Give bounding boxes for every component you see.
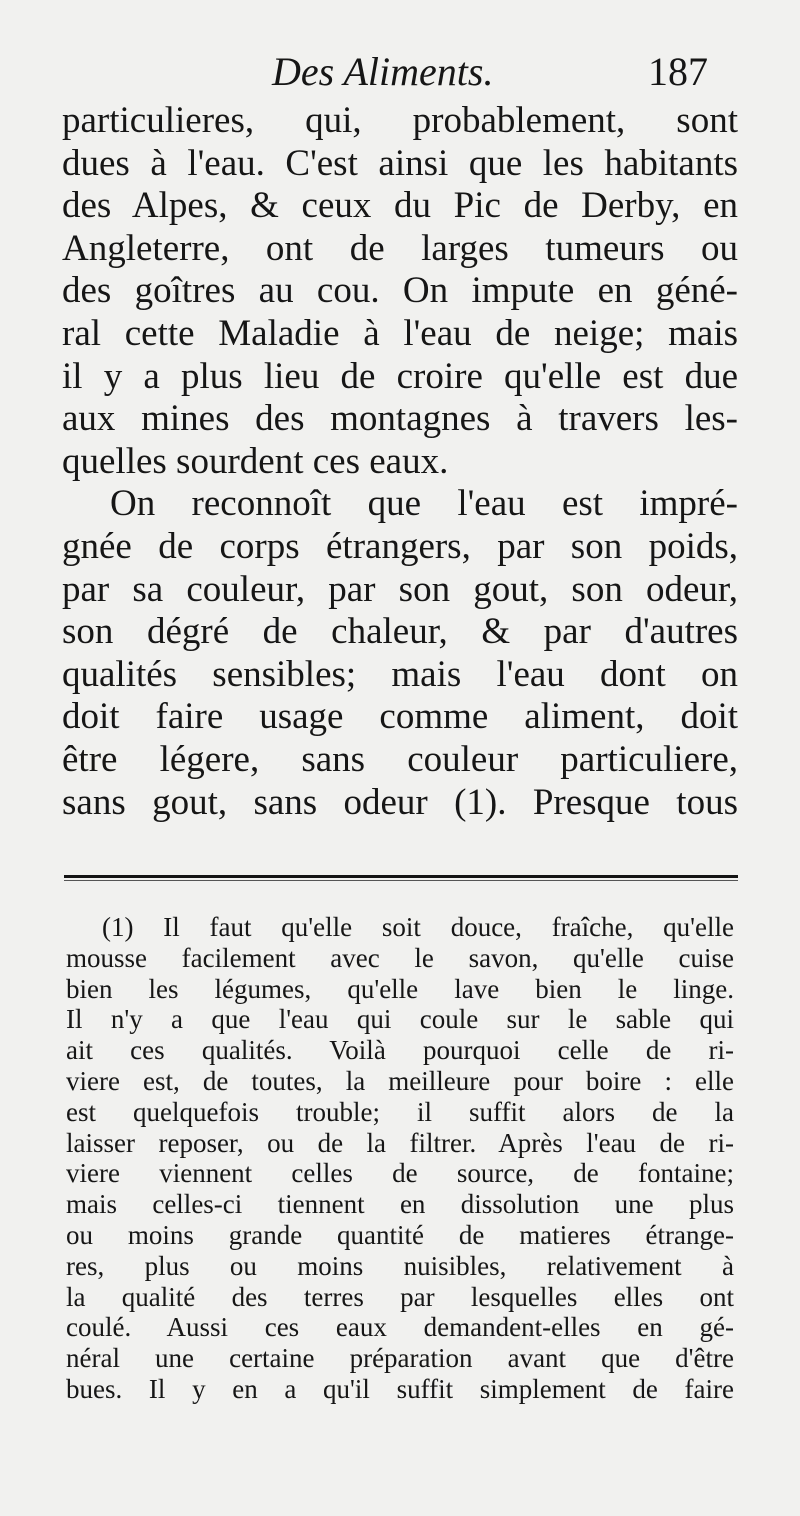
- footnote-divider: [64, 875, 738, 878]
- text-line: particulieres, qui, probablement, sont: [62, 100, 738, 141]
- main-text: [62, 100, 738, 824]
- text-line: qualités sensibles; mais l'eau dont on: [62, 653, 738, 695]
- footnote-line: mousse facilement avec le savon, qu'elle cuise: [66, 942, 734, 973]
- text-line: gnée de corps étrangers, par son poids,: [62, 525, 738, 567]
- text-line: par sa couleur, par son gout, son odeur,: [62, 568, 738, 610]
- footnote-divider-thin: [64, 880, 738, 881]
- footnote-line: ait ces qualités. Voilà pourquoi celle de ri-: [66, 1035, 734, 1066]
- text-line: ral cette Maladie à l'eau de neige; mais: [62, 312, 738, 354]
- footnote-line: est quelquefois trouble; il suffit alors de la: [66, 1096, 734, 1127]
- text-line: On reconnoît que l'eau est impré-: [110, 483, 738, 525]
- page-number: 187: [648, 49, 708, 94]
- text-line: être légere, sans couleur particuliere,: [62, 738, 738, 780]
- footnote-line: laisser reposer, ou de la filtrer. Après l'eau de ri-: [66, 1127, 734, 1158]
- footnote: [66, 912, 734, 1405]
- footnote-line: bien les légumes, qu'elle lave bien le linge.: [66, 973, 734, 1004]
- text-line: des Alpes, & ceux du Pic de Derby, en: [62, 185, 738, 227]
- text-line: dues à l'eau. C'est ainsi que les habitants: [62, 142, 738, 184]
- text-line: son dégré de chaleur, & par d'autres: [62, 611, 738, 653]
- footnote-line: coulé. Aussi ces eaux demandent-elles en gé-: [66, 1312, 734, 1343]
- text-line: sans gout, sans odeur (1). Presque tous: [62, 781, 738, 823]
- text-line: aux mines des montagnes à travers les-: [62, 398, 738, 440]
- text-line: il y a plus lieu de croire qu'elle est due: [62, 355, 738, 397]
- footnote-line: viere est, de toutes, la meilleure pour boire : elle: [66, 1065, 734, 1096]
- footnote-line: la qualité des terres par lesquelles elles ont: [66, 1281, 734, 1312]
- text-line: des goîtres au cou. On impute en géné-: [62, 270, 738, 312]
- text-line: quelles sourdent ces eaux.: [62, 440, 449, 482]
- footnote-line: bues. Il y en a qu'il suffit simplement de faire: [66, 1373, 734, 1404]
- page-header: [0, 44, 800, 104]
- footnote-line: (1) Il faut qu'elle soit douce, fraîche, qu'elle: [102, 912, 734, 942]
- text-line: Angleterre, ont de larges tumeurs ou: [62, 227, 738, 269]
- footnote-line: res, plus ou moins nuisibles, relativement à: [66, 1250, 734, 1281]
- running-title: Des Aliments.: [272, 49, 494, 94]
- text-line: doit faire usage comme aliment, doit: [62, 696, 738, 738]
- footnote-line: néral une certaine préparation avant que d'être: [66, 1343, 734, 1374]
- footnote-line: mais celles-ci tiennent en dissolution une plus: [66, 1189, 734, 1220]
- footnote-line: ou moins grande quantité de matieres étrange-: [66, 1219, 734, 1250]
- footnote-line: viere viennent celles de source, de fontaine;: [66, 1158, 734, 1189]
- footnote-line: Il n'y a que l'eau qui coule sur le sable qui: [66, 1004, 734, 1035]
